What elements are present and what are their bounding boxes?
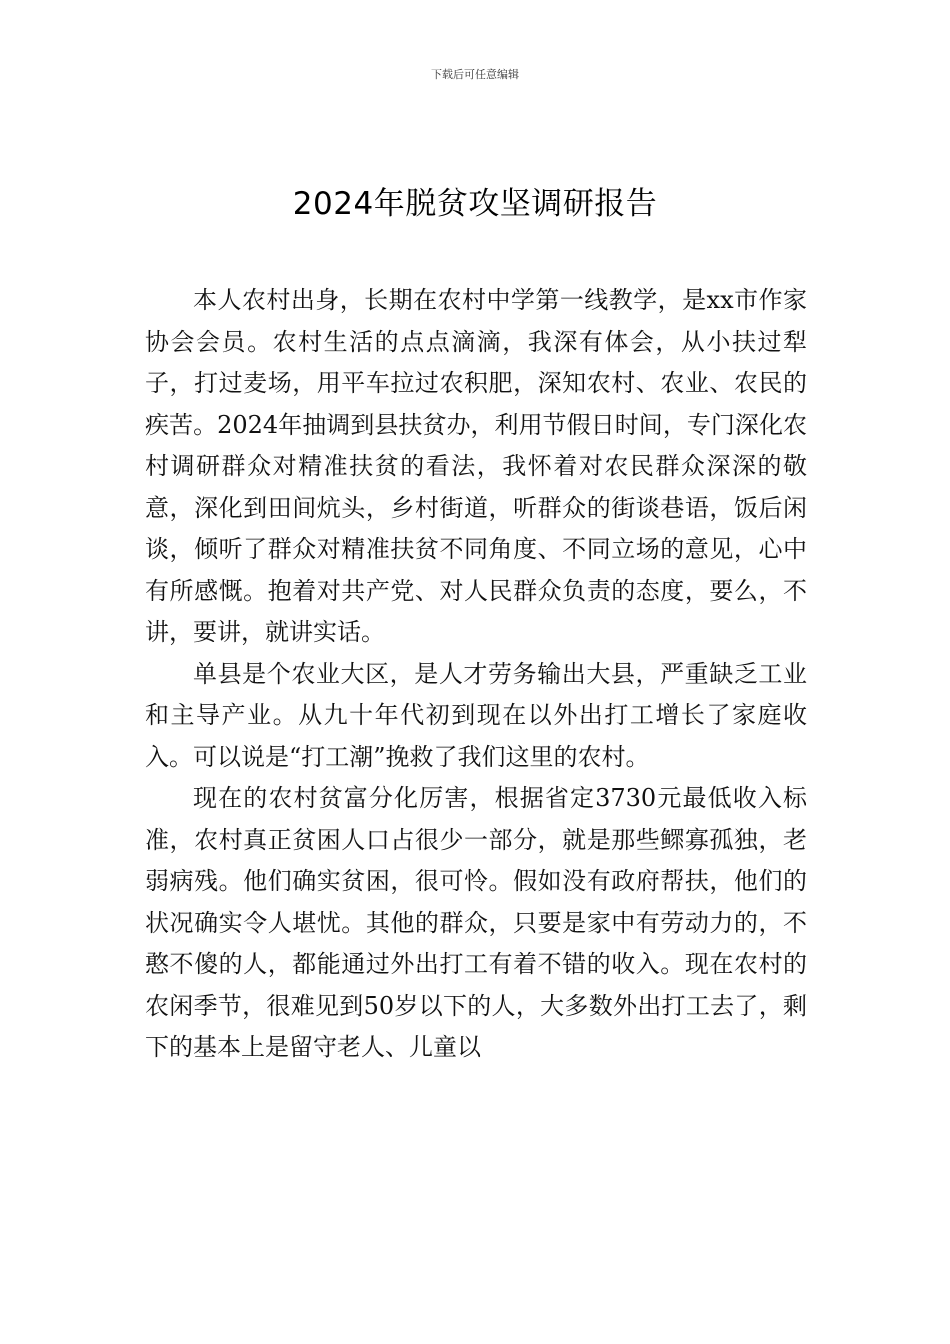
header-note: 下载后可任意编辑 xyxy=(431,68,519,81)
document-body xyxy=(145,280,807,1069)
document-title: 2024年脱贫攻坚调研报告 xyxy=(292,186,658,222)
paragraph: 本人农村出身，长期在农村中学第一线教学，是xx市作家协会会员。农村生活的点点滴滴，我深有体会，从小扶过犁子，打过麦场，用平车拉过农积肥，深知农村、农业、农民的疾苦。2024年抽调到县扶贫办，利用节假日时间，专门深化农村调研群众对精准扶贫的看法，我怀着对农民群众深深的敬意，深化到田间炕头，乡村街道，听群众的街谈巷语，饭后闲谈，倾听了群众对精准扶贫不同角度、不同立场的意见，心中有所感慨。抱着对共产党、对人民群众负责的态度，要么，不讲，要讲，就讲实话。 xyxy=(145,286,807,646)
paragraph: 单县是个农业大区，是人才劳务输出大县，严重缺乏工业和主导产业。从九十年代初到现在以外出打工增长了家庭收入。可以说是“打工潮”挽救了我们这里的农村。 xyxy=(145,659,807,771)
paragraph: 现在的农村贫富分化厉害，根据省定3730元最低收入标准，农村真正贫困人口占很少一部分，就是那些鳏寡孤独，老弱病残。他们确实贫困，很可怜。假如没有政府帮扶，他们的状况确实令人堪忧。其他的群众，只要是家中有劳动力的，不憨不傻的人，都能通过外出打工有着不错的收入。现在农村的农闲季节，很难见到50岁以下的人，大多数外出打工去了，剩下的基本上是留守老人、儿童以 xyxy=(145,784,807,1061)
